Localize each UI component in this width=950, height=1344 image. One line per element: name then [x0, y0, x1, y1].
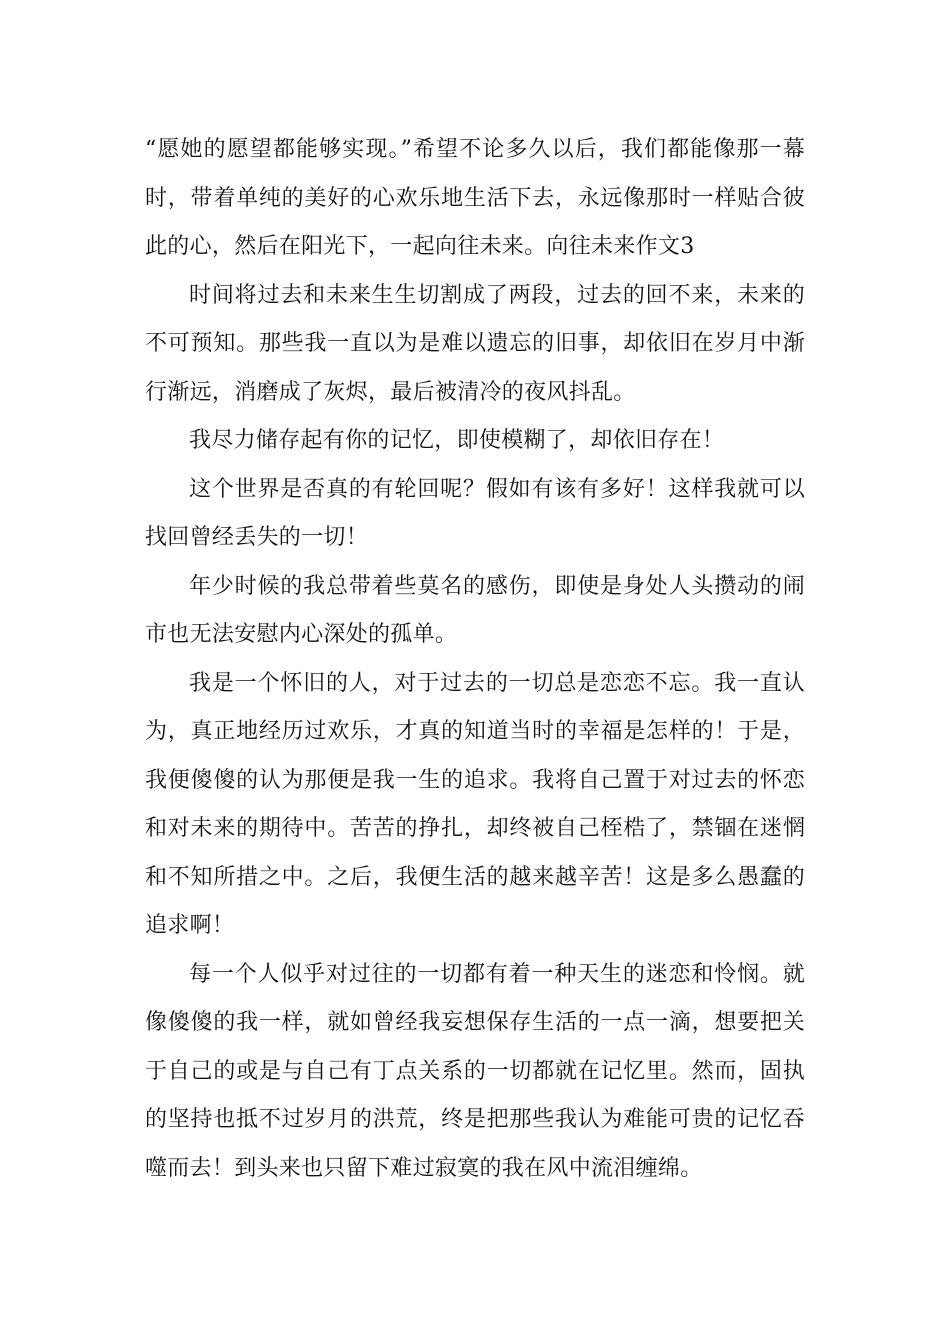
paragraph-7: 每一个人似乎对过往的一切都有着一种天生的迷恋和怜悯。就像傻傻的我一样，就如曾经我妄想保存生活的一点一滴，想要把关于自己的或是与自己有丁点关系的一切都就在记忆里。然而，固执的坚持也抵不过岁月的洪荒，终是把那些我认为难能可贵的记忆吞噬而去！到头来也只留下难过寂寞的我在风中流泪缠绵。 — [145, 961, 805, 1181]
paragraph-1: “愿她的愿望都能够实现。”希望不论多久以后，我们都能像那一幕时，带着单纯的美好的心欢乐地生活下去，永远像那时一样贴合彼此的心，然后在阳光下，一起向往未来。向往未来作文3 — [145, 137, 805, 259]
paragraph-5: 年少时候的我总带着些莫名的感伤，即使是身处人头攒动的闹市也无法安慰内心深处的孤单。 — [145, 573, 805, 647]
paragraph-2: 时间将过去和未来生生切割成了两段，过去的回不来，未来的不可预知。那些我一直以为是难以遗忘的旧事，却依旧在岁月中渐行渐远，消磨成了灰烬，最后被清冷的夜风抖乱。 — [145, 282, 805, 405]
paragraph-4: 这个世界是否真的有轮回呢？假如有该有多好！这样我就可以找回曾经丢失的一切！ — [145, 476, 805, 550]
paragraph-3: 我尽力储存起有你的记忆，即使模糊了，却依旧存在！ — [189, 428, 725, 453]
paragraph-6: 我是一个怀旧的人，对于过去的一切总是恋恋不忘。我一直认为，真正地经历过欢乐，才真的知道当时的幸福是怎样的！于是，我便傻傻的认为那便是我一生的追求。我将自己置于对过去的怀恋和对未来的期待中。苦苦的挣扎，却终被自己桎梏了，禁锢在迷惘和不知所措之中。之后，我便生活的越来越辛苦！这是多么愚蠢的追求啊！ — [145, 670, 805, 938]
document-body — [145, 126, 805, 1193]
